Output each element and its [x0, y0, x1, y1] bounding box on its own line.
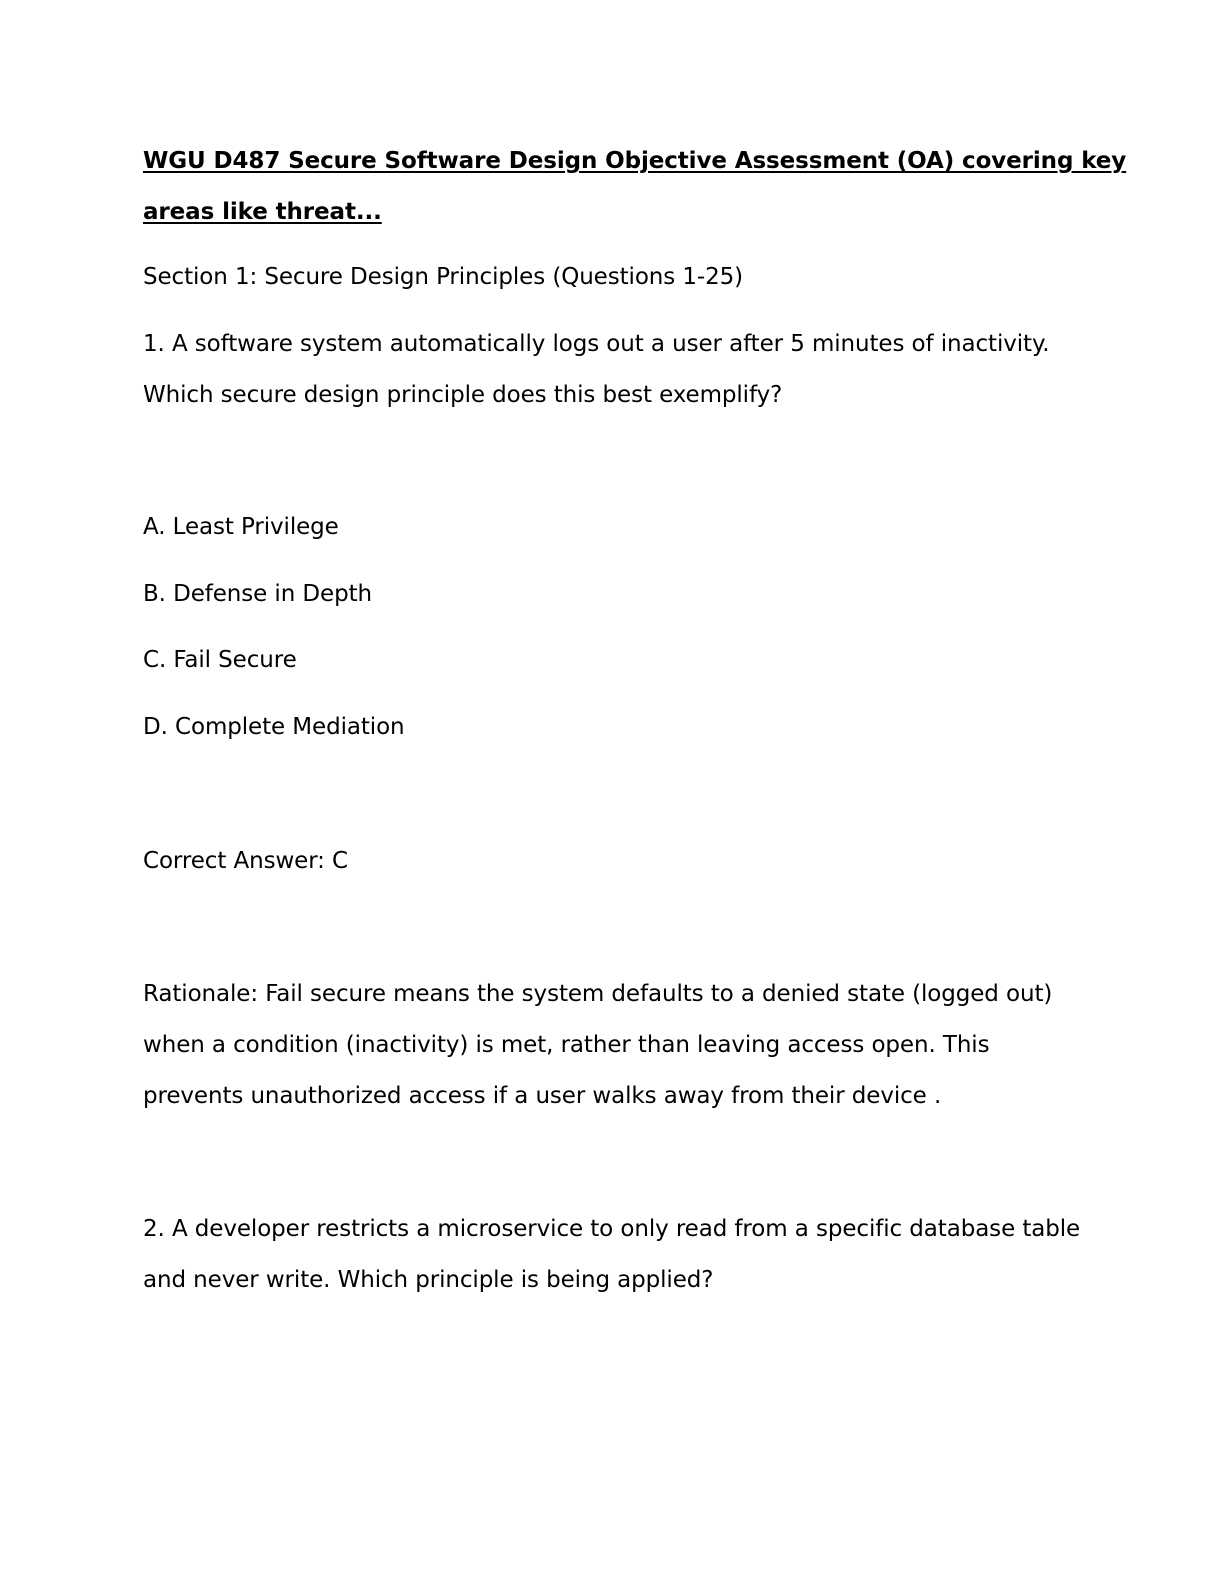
title-line-2: areas like threat...: [143, 199, 382, 225]
question-1-option-c: C. Fail Secure: [143, 647, 297, 673]
question-2-line-1: 2. A developer restricts a microservice to only read from a specific database table: [143, 1216, 1081, 1242]
section-heading: Section 1: Secure Design Principles (Questions 1-25): [143, 264, 744, 290]
rationale-line-2: when a condition (inactivity) is met, rather than leaving access open. This: [143, 1032, 990, 1058]
title-line-1: WGU D487 Secure Software Design Objective Assessment (OA) covering key: [143, 148, 1127, 174]
question-2-line-2: and never write. Which principle is being applied?: [143, 1267, 714, 1293]
question-1-option-a: A. Least Privilege: [143, 514, 339, 540]
question-1-line-2: Which secure design principle does this best exemplify?: [143, 382, 783, 408]
question-1-text: [143, 319, 1083, 421]
question-1-option-d: D. Complete Mediation: [143, 714, 405, 740]
question-2-text: [143, 1204, 1083, 1306]
rationale-line-3: prevents unauthorized access if a user walks away from their device .: [143, 1083, 942, 1109]
document-title: [143, 136, 1127, 238]
question-1-line-1: 1. A software system automatically logs out a user after 5 minutes of inactivity.: [143, 331, 1050, 357]
rationale-line-1: Rationale: Fail secure means the system defaults to a denied state (logged out): [143, 981, 1053, 1007]
question-1-option-b: B. Defense in Depth: [143, 581, 372, 607]
question-1-rationale: [143, 969, 1083, 1122]
question-1-correct-answer: Correct Answer: C: [143, 848, 348, 874]
